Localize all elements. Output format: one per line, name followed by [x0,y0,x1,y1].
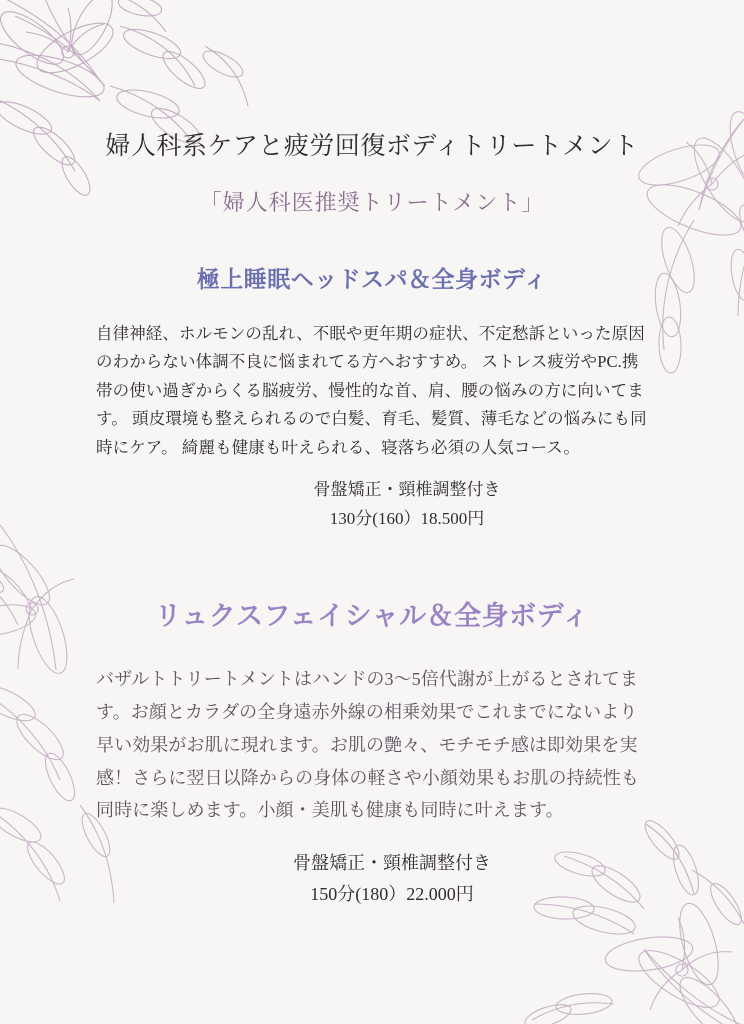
section-option-note-luxfacial: 骨盤矯正・頸椎調整付き [293,853,491,873]
section-price-headspa: 130分(160）18.500円 [329,509,485,529]
section-price-luxfacial: 150分(180）22.000円 [310,883,474,904]
section-heading-headspa: 極上睡眠ヘッドスパ＆全身ボディ [196,267,548,292]
page-title: 婦人科系ケアと疲労回復ボディトリートメント [105,133,639,160]
page-subtitle: 「婦人科医推奨トリートメント」 [199,190,545,215]
section-heading-luxfacial: リュクスフェイシャル＆全身ボディ [154,601,590,632]
section-option-note-headspa: 骨盤矯正・頸椎調整付き [313,479,501,499]
section-body-luxfacial: バザルトトリートメントはハンドの3〜5倍代謝が上がるとされてます。お顔とカラダの全身遠赤外線の相乗効果でこれまでにないより早い効果がお肌に現れます。お肌の艶々、モチモチ感は即効果を実感！さらに翌日以降からの身体の軽さや小顔効果もお肌の持続性も同時に楽しめます。小顔・美肌も健康も同時に叶えます。 [96,669,639,821]
section-body-headspa: 自律神経、ホルモンの乱れ、不眠や更年期の症状、不定愁訴といった原因のわからない体調不良に悩まれてる方へおすすめ。 ストレス疲労やPC.携帯の使い過ぎからくる脳疲労、慢性的な首、肩、腰の悩みの方に向いてます。 頭皮環境も整えられるので白髪、育毛、髪質、薄毛などの悩みにも同時にケア。 綺麗も健康も叶えられる、寝落ち必須の人気コース。 [96,324,647,457]
